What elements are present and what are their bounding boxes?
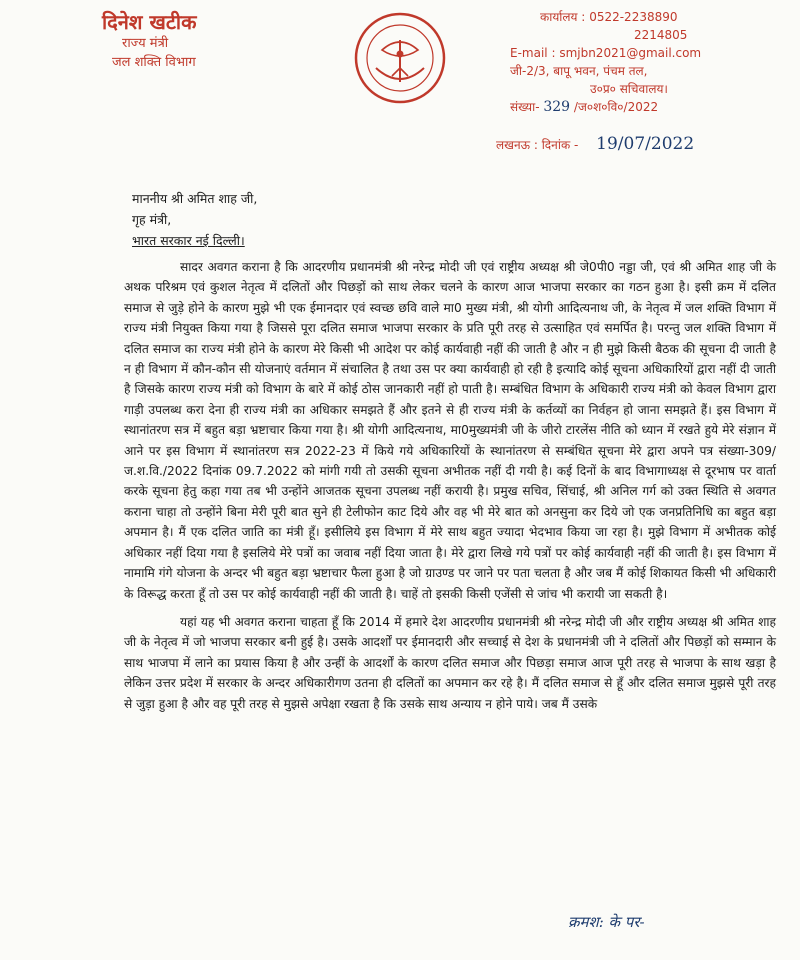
recipient-block: [132, 188, 532, 251]
sender-department: जल शक्ति विभाग: [112, 55, 196, 70]
date-value: 19/07/2022: [596, 134, 695, 154]
office-phone-row: [540, 8, 792, 26]
letter-body: [124, 257, 776, 722]
sender-name: दिनेश खटीक: [102, 10, 197, 34]
recipient-line-1: माननीय श्री अमित शाह जी,: [132, 191, 258, 206]
date-row: [496, 134, 796, 154]
office-phone-1: 0522-2238890: [589, 10, 678, 24]
office-address-2: उ०प्र० सचिवालय।: [590, 82, 668, 96]
continued-note: क्रमश: के पर-: [568, 913, 645, 931]
office-phone-2: 2214805: [634, 28, 688, 42]
office-address-1: जी-2/3, बापू भवन, पंचम तल,: [510, 64, 648, 78]
office-email: smjbn2021@gmail.com: [559, 46, 702, 60]
office-email-row: [510, 44, 792, 62]
body-paragraph-2: यहां यह भी अवगत कराना चाहता हूँ कि 2014 में हमारे देश आदरणीय प्रधानमंत्री श्री नरेन्द्र मोदी जी और राष्ट्रीय अध्यक्ष श्री अमित शाह जी के नेतृत्व में जो भाजपा सरकार बनी हुई है। उसके आदर्शों पर ईमानदारी और सच्चाई से देश के प्रधानमंत्री जी ने दलितों और पिछड़ों को सम्मान के साथ भाजपा में लाने का प्रयास किया है और उन्हीं के आदर्शों के कारण दलित समाज और पिछड़ा समाज आज पूरी तरह से भाजपा के साथ खड़ा है लेकिन उत्तर प्रदेश में सरकार के अन्दर अधिकारीगण उतना ही दलितों का अपमान कर रहे है। मैं दलित समाज से हूँ और दलित समाज मुझसे पूरी तरह से जुड़ा हुआ है और वह पूरी तरह से मुझसे अपेक्षा रखता है कि उसके साथ अन्याय न होने पाये। जब मैं उसके: [124, 614, 776, 711]
sender-designation: राज्य मंत्री: [122, 36, 169, 51]
reference-label: संख्या-: [510, 100, 540, 114]
seal-emblem-icon: [352, 10, 448, 106]
reference-number: 329: [543, 99, 571, 115]
reference-suffix: /ज०श०वि०/2022: [573, 100, 659, 114]
government-seal: [352, 10, 448, 106]
body-paragraph-1: सादर अवगत कराना है कि आदरणीय प्रधानमंत्री श्री नरेन्द्र मोदी जी एवं राष्ट्रीय अध्यक्ष श्री जे0पी0 नड्डा जी, एवं श्री अमित शाह जी के अथक परिश्रम एवं कुशल नेतृत्व में दलितों और पिछड़ों को साथ लेकर चलने के कारण आज भाजपा सरकार का गठन हुआ है। इसी क्रम में दलित समाज से जुड़े होने के कारण मुझे भी एक ईमानदार एवं स्वच्छ छवि वाले मा0 मुख्य मंत्री, श्री योगी आदित्यनाथ जी, के नेतृत्व में जल शक्ति विभाग में राज्य मंत्री नियुक्त किया गया है जिससे पूरा दलित समाज भाजपा सरकार के प्रति पूरी तरह से उत्साहित एवं समर्पित है। परन्तु जल शक्ति विभाग में दलित समाज का राज्य मंत्री होने के कारण मेरे किसी भी आदेश पर कोई कार्यवाही नहीं की जाती है और न ही मुझे किसी बैठक की सूचना दी जाती है न ही विभाग में कौन-कौन सी योजनाएं वर्तमान में संचालित है तथा उस पर क्या कार्यवाही हो रही है इत्यादि कोई सूचना अधिकारियों द्वारा नहीं दी जाती है जिसके कारण राज्य मंत्री को विभाग के बारे में कोई ठोस जानकारी नहीं हो पाती है। सम्बंधित विभाग के अधिकारी राज्य मंत्री को केवल विभाग द्वारा गाड़ी उपलब्ध करा देना ही राज्य मंत्री का अधिकार समझते हैं और इतने से ही राज्य मंत्री के कर्तव्यों का निर्वहन हो जाना समझते हैं। इस विभाग में स्थानांतरण सत्र में बहुत बड़ा भ्रष्टाचार किया गया है। श्री योगी आदित्यनाथ, मा0मुख्यमंत्री जी के जीरो टारलेंस नीति को ध्यान में रखते हुये मेरे संज्ञान में आने पर इस विभाग में स्थानांतरण सत्र 2022-23 में किये गये अधिकारियों के स्थानांतरण से सम्बंधित सूचना मेरे द्वारा अपने पत्र संख्या-309/ज.श.वि./2022 दिनांक 09.7.2022 को मांगी गयी तो उसकी सूचना अभीतक नहीं दी गयी है। कई दिनों के बाद विभागाध्यक्ष से दूरभाष पर वार्ता करके सूचना हेतु कहा गया तब भी उन्होंने आजतक सूचना उपलब्ध नहीं करायी है। प्रमुख सचिव, सिंचाई, श्री अनिल गर्ग को उक्त स्थिति से अवगत कराना चाहा तो उन्होंने बिना मेरी पूरी बात सुने ही टेलीफोन काट दिये और वह भी मेरे बात को अनसुना कर दिये जो एक जनप्रतिनिधि का बहुत बड़ा अपमान है। मैं एक दलित जाति का मंत्री हूँ। इसीलिये इस विभाग में मेरे साथ बहुत ज्यादा भेदभाव किया जा रहा है। मुझे विभाग में अभीतक कोई अधिकार नहीं दिया गया है इसलिये मेरे पत्रों का जवाब नहीं दिया जाता है। मेरे द्वारा लिखे गये पत्रों पर कोई कार्यवाही नहीं की जाती है। इस विभाग में नामामि गंगे योजना के अन्दर भी बहुत बड़ा भ्रष्टाचार फैला हुआ है जो ग्राउण्ड पर जाने पर पता चलता है और जब मैं कोई शिकायत किसी भी अधिकारी के विरूद्ध करता हूँ तो उस पर कोई कार्यवाही नहीं की जाती है। चाहें तो इसकी किसी एजेंसी से जांच भी करायी जा सकती है।: [124, 260, 776, 601]
office-email-label: E-mail :: [510, 46, 556, 60]
reference-number-row: [510, 98, 792, 116]
date-label: लखनऊ : दिनांक -: [496, 138, 579, 152]
sender-block: [102, 10, 302, 72]
recipient-line-2: गृह मंत्री,: [132, 212, 172, 227]
office-contact-block: [502, 8, 792, 116]
recipient-line-3: भारत सरकार नई दिल्ली।: [132, 233, 245, 248]
office-phone-label: कार्यालय :: [540, 10, 586, 24]
